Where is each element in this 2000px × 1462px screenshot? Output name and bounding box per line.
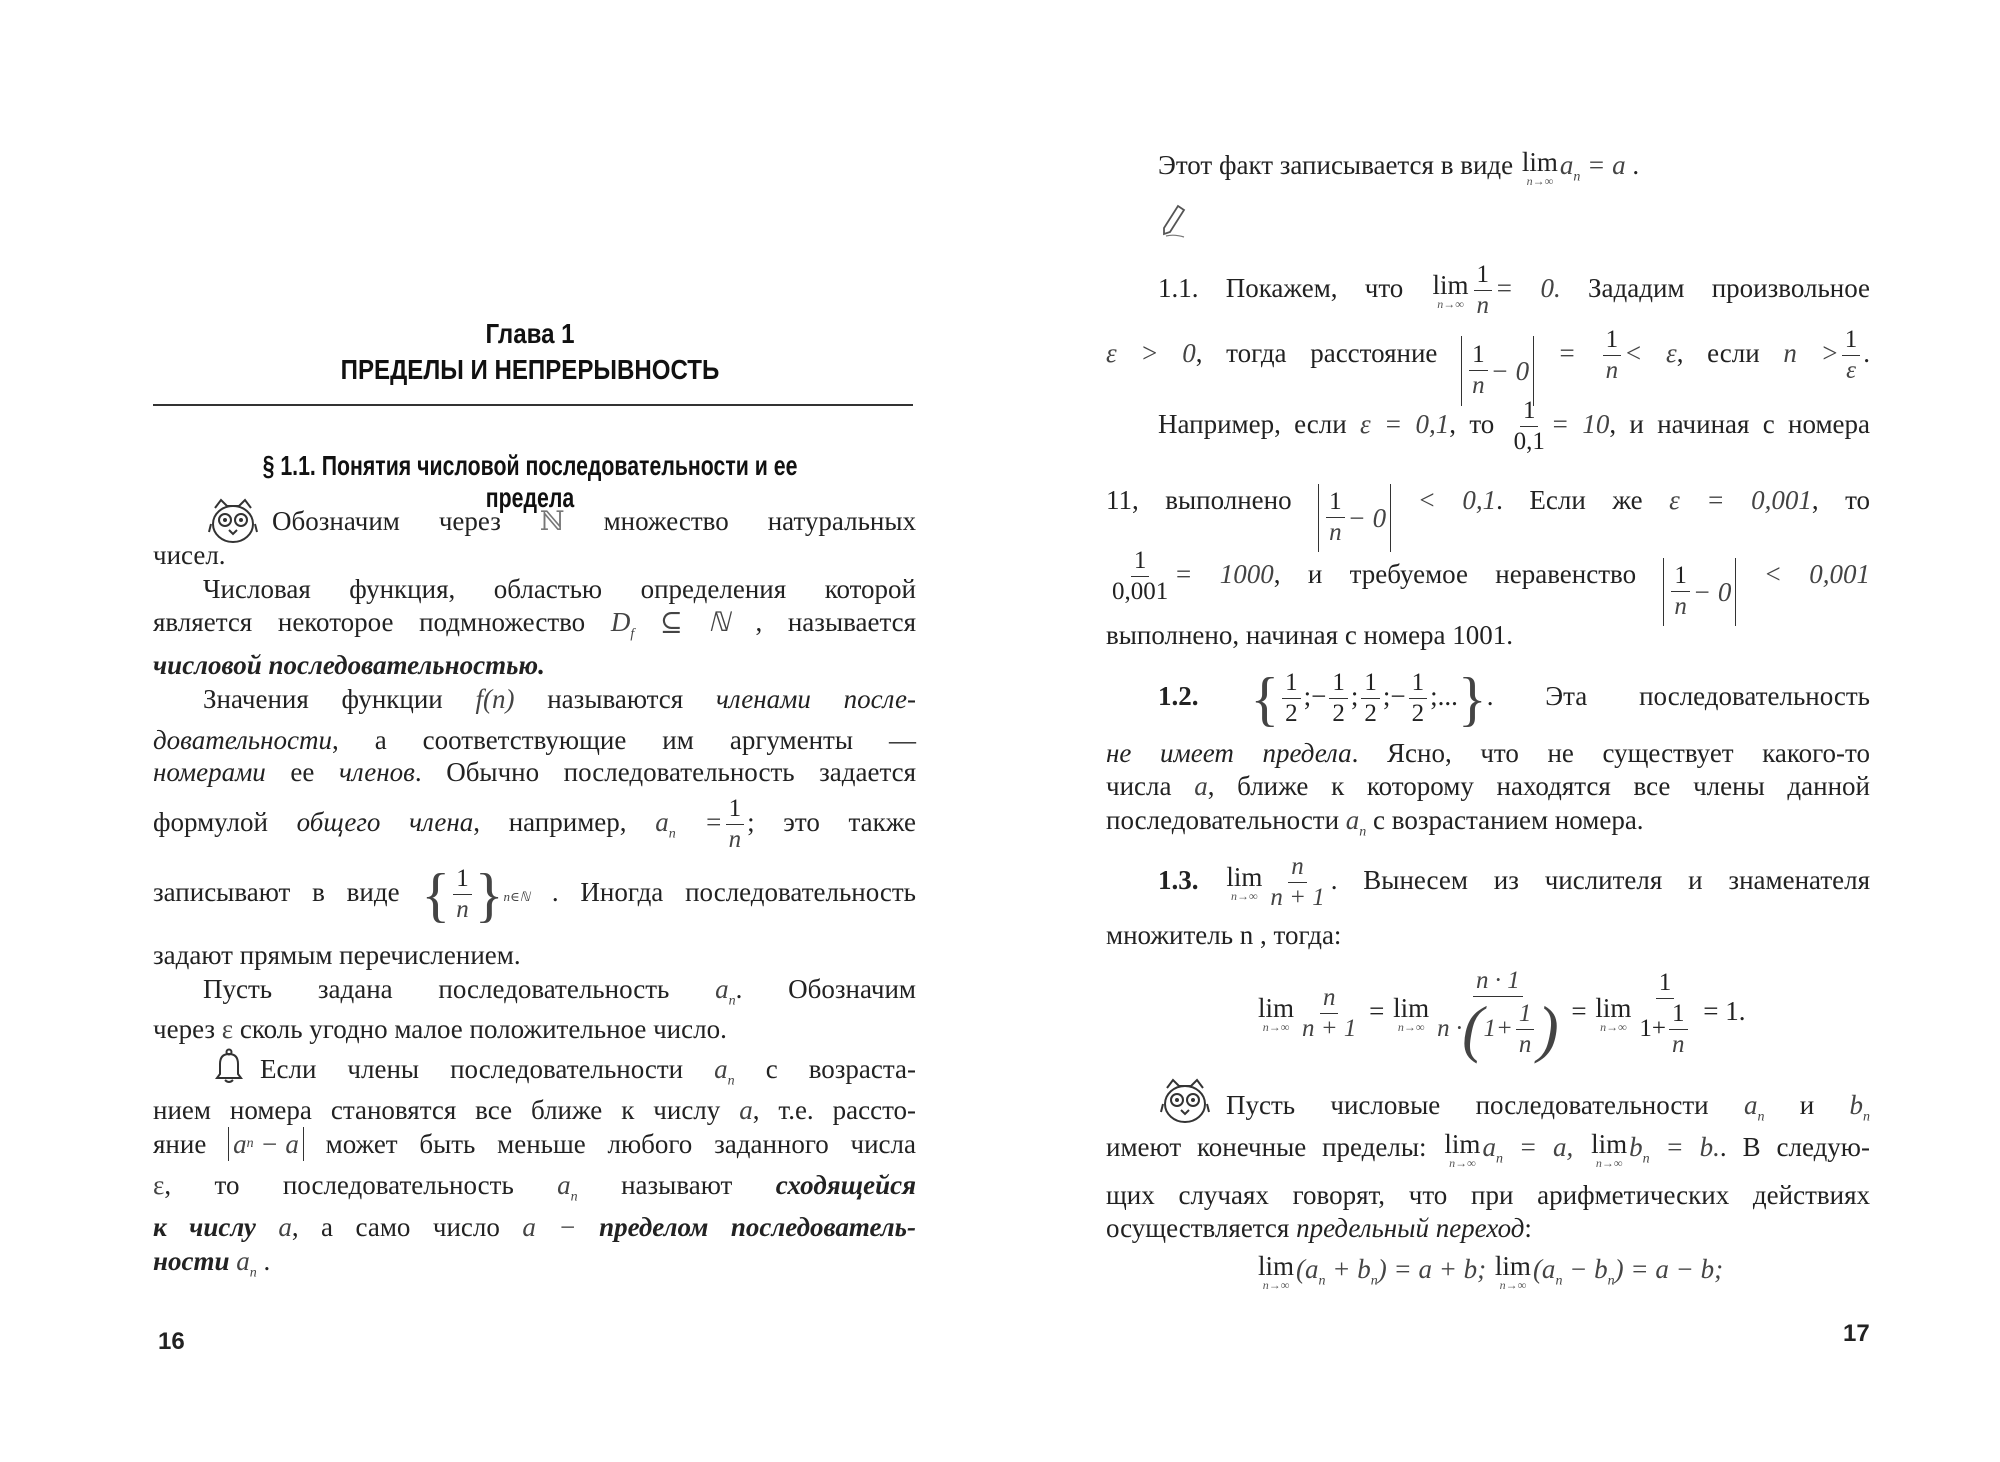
line: Числовая функция, областью определения которой <box>203 574 916 604</box>
math: $\frac{1}{n}$ − 0 < 0,001 <box>1663 559 1870 589</box>
math: a <box>1194 771 1208 801</box>
math: ε = 0,001 <box>1669 485 1812 515</box>
display-equation: lim n→∞ $\frac{n}{n + 1}$ = lim n→∞ n · 1 n · ( 1+ $\frac{1}{n}$ ) = lim n→∞ 1 1+ $\frac{1}{n}$ = 1. <box>1258 967 1746 1065</box>
text: является некоторое подмножество <box>153 607 586 637</box>
display-equation: lim n→∞ $(a_n + b_n) = a + b$; lim n→∞ $(a_n - b_n) = a - b$; <box>1258 1250 1724 1292</box>
text: . В следую- <box>1719 1132 1870 1162</box>
line <box>1106 1211 1532 1245</box>
text: ности <box>153 1246 230 1276</box>
text: 1.3. <box>1158 865 1199 895</box>
line <box>1106 540 1870 626</box>
text: к числу <box>153 1212 256 1242</box>
line: задают прямым перечислением. <box>153 940 521 970</box>
text: , называется <box>755 607 916 637</box>
line <box>1158 258 1870 321</box>
text: Обозначим через <box>272 506 501 536</box>
text: . Эта последовательность <box>1486 681 1870 711</box>
text: . Иногда последовательность <box>551 877 916 907</box>
math: $D_f$ ⊆ ℕ <box>610 607 730 642</box>
math: { $\frac{1}{n}$ }n∈ℕ <box>421 861 531 928</box>
text: номерами <box>153 757 266 787</box>
text: через <box>153 1014 216 1044</box>
text: называют <box>621 1170 733 1200</box>
line <box>1106 466 1870 552</box>
math: lim n→∞ $\frac{1}{n}$ = 0. <box>1432 261 1561 320</box>
text: довательности <box>153 725 332 755</box>
text: , то последовательность <box>164 1170 514 1200</box>
line <box>153 723 916 757</box>
math: a − <box>522 1212 577 1242</box>
line <box>1158 660 1870 732</box>
text: выполнено <box>1165 485 1292 515</box>
chapter-title: ПРЕДЕЛЫ И НЕПРЕРЫВНОСТЬ <box>340 354 720 385</box>
text: , если <box>1676 338 1760 368</box>
math: $\frac{1}{0,001}$ = 1000 <box>1112 547 1274 606</box>
text: , а само число <box>291 1212 500 1242</box>
text: ее <box>290 757 315 787</box>
text: предельный переход <box>1296 1213 1525 1243</box>
line <box>1158 392 1870 457</box>
text: , например, <box>473 807 627 837</box>
text: с возраста- <box>765 1054 916 1084</box>
line: щих случаях говорят, что при арифметических действиях <box>1106 1180 1870 1210</box>
bell-icon <box>214 1048 244 1084</box>
text: . Ясно, что не существует какого-то <box>1351 738 1870 768</box>
text: Значения функции <box>203 684 443 714</box>
math: lim n→∞ $a_n = a$, lim n→∞ $b_n = b$. <box>1444 1128 1720 1170</box>
line: выполнено, начиная с номера 1001. <box>1106 620 1514 650</box>
line <box>153 605 916 651</box>
chapter-rule <box>153 404 913 406</box>
text: формулой <box>153 807 268 837</box>
text: записывают в виде <box>153 877 400 907</box>
text: Например, если <box>1158 409 1347 439</box>
text: , и начиная с номера <box>1609 409 1871 439</box>
text: . Если же <box>1496 485 1643 515</box>
text: Этот факт записывается в виде <box>1158 150 1514 180</box>
math: n > $\frac{1}{\varepsilon}$ . <box>1783 326 1871 385</box>
text: , то <box>1811 485 1871 515</box>
chapter-number: Глава 1 <box>485 318 575 349</box>
text: : <box>1524 1213 1532 1243</box>
math: $a_n$ <box>557 1170 578 1205</box>
text: ; это также <box>747 807 917 837</box>
text: 1.1. Покажем, что <box>1158 273 1404 303</box>
math: a <box>278 1212 292 1242</box>
text: , ближе к которому находятся все члены данной <box>1207 771 1870 801</box>
right-page <box>1000 0 2000 1462</box>
pencil-icon <box>1160 204 1188 238</box>
line <box>1106 769 1870 803</box>
text: Если члены последовательности <box>260 1054 684 1084</box>
definition-term: числовой последовательностью. <box>153 650 545 680</box>
text: 11, <box>1106 485 1139 515</box>
line <box>153 858 916 931</box>
line <box>153 1093 916 1127</box>
text: имеют конечные пределы: <box>1106 1132 1427 1162</box>
math: ε <box>221 1014 234 1044</box>
math: ε > 0 <box>1106 338 1196 368</box>
text: Вынесем из числителя и знаменателя <box>1363 865 1870 895</box>
text: , а соответствующие им аргументы — <box>331 725 916 755</box>
line: Этот факт записывается в виде lim n→∞ $a_n = a$ . <box>1158 146 1640 188</box>
text: Зададим произвольное <box>1587 273 1871 303</box>
line <box>153 1168 916 1214</box>
math: $b_n$ <box>1849 1090 1871 1125</box>
line <box>1226 1088 1870 1134</box>
math: $\frac{1}{n}$ − 0 = $\frac{1}{n}$ < ε <box>1461 338 1677 368</box>
text: членов <box>338 757 415 787</box>
line <box>1106 1130 1870 1176</box>
text: нием номера становятся все ближе к числу <box>153 1095 721 1125</box>
line: чисел. <box>153 540 226 570</box>
math: $a_n$ <box>1743 1090 1765 1125</box>
text: общего члена <box>296 807 474 837</box>
line <box>260 1052 916 1098</box>
text: с возрастанием номера. <box>1373 805 1644 835</box>
section-heading: § 1.1. Понятия числовой последовательности и ее предела <box>262 450 798 513</box>
owl-icon <box>1159 1078 1211 1126</box>
math: $a_n$ <box>714 1054 735 1089</box>
line <box>153 1127 916 1161</box>
text: . Обычно последовательность задается <box>414 757 917 787</box>
text: пределом последователь- <box>599 1212 916 1242</box>
text: 1.2. <box>1158 681 1199 711</box>
math: $a_n$ <box>236 1246 257 1281</box>
text: Пусть задана последовательность <box>203 974 670 1004</box>
text: числа <box>1106 771 1172 801</box>
line <box>1106 736 1870 770</box>
math: a <box>739 1095 753 1125</box>
line: ности $a_n$ . <box>153 1246 271 1281</box>
text: сходящейся <box>775 1170 917 1200</box>
text: , т.е. рассто- <box>752 1095 917 1125</box>
math: { $\frac{1}{2}$ ;− $\frac{1}{2}$ ; $\frac{1}{2}$ ;− $\frac{1}{2}$ ;...} <box>1250 665 1487 732</box>
text: сколь угодно малое положительное число. <box>239 1014 727 1044</box>
line <box>1106 803 1644 849</box>
text: Пусть числовые последовательности <box>1226 1090 1709 1120</box>
text: . Обозначим <box>735 974 916 1004</box>
math: lim n→∞ <box>1521 146 1558 188</box>
text: последовательности <box>1106 805 1340 835</box>
math: ε <box>153 1170 165 1200</box>
text: осуществляется <box>1106 1213 1290 1243</box>
math: ℕ <box>539 506 565 536</box>
math: $\frac{1}{n}$ − 0 < 0,1 <box>1318 485 1496 515</box>
line <box>272 504 916 538</box>
math: lim n→∞ $\frac{n}{n + 1}$ . <box>1226 853 1338 912</box>
math: f(n) <box>475 684 515 714</box>
text: членами после- <box>715 684 917 714</box>
text: яние <box>153 1129 207 1159</box>
line <box>153 788 916 868</box>
math: $\frac{1}{0,1}$ = 10 <box>1513 397 1610 456</box>
math: $a_n$ <box>1345 805 1367 840</box>
line <box>153 755 916 789</box>
math: $a_n = a$ <box>1559 150 1626 185</box>
math: a n − a <box>228 1127 304 1161</box>
text: может быть меньше любого заданного числа <box>325 1129 916 1159</box>
line: множитель n , тогда: <box>1106 920 1342 950</box>
page-number: 17 <box>1843 1320 1870 1347</box>
text: называются <box>547 684 684 714</box>
line <box>1158 846 1870 914</box>
math: ε = 0,1 <box>1360 409 1450 439</box>
text: и <box>1799 1090 1815 1120</box>
text: не имеет предела <box>1106 738 1352 768</box>
line <box>203 682 916 716</box>
text: , и требуемое неравенство <box>1273 559 1637 589</box>
page-number: 16 <box>158 1328 185 1355</box>
line <box>153 1012 727 1046</box>
line <box>153 1210 916 1244</box>
text: , тогда расстояние <box>1195 338 1438 368</box>
text: множество натуральных <box>603 506 916 536</box>
text: , то <box>1449 409 1495 439</box>
math: $a_n$ <box>715 974 736 1009</box>
math: $a_n$ = $\frac{1}{n}$ <box>655 807 747 837</box>
